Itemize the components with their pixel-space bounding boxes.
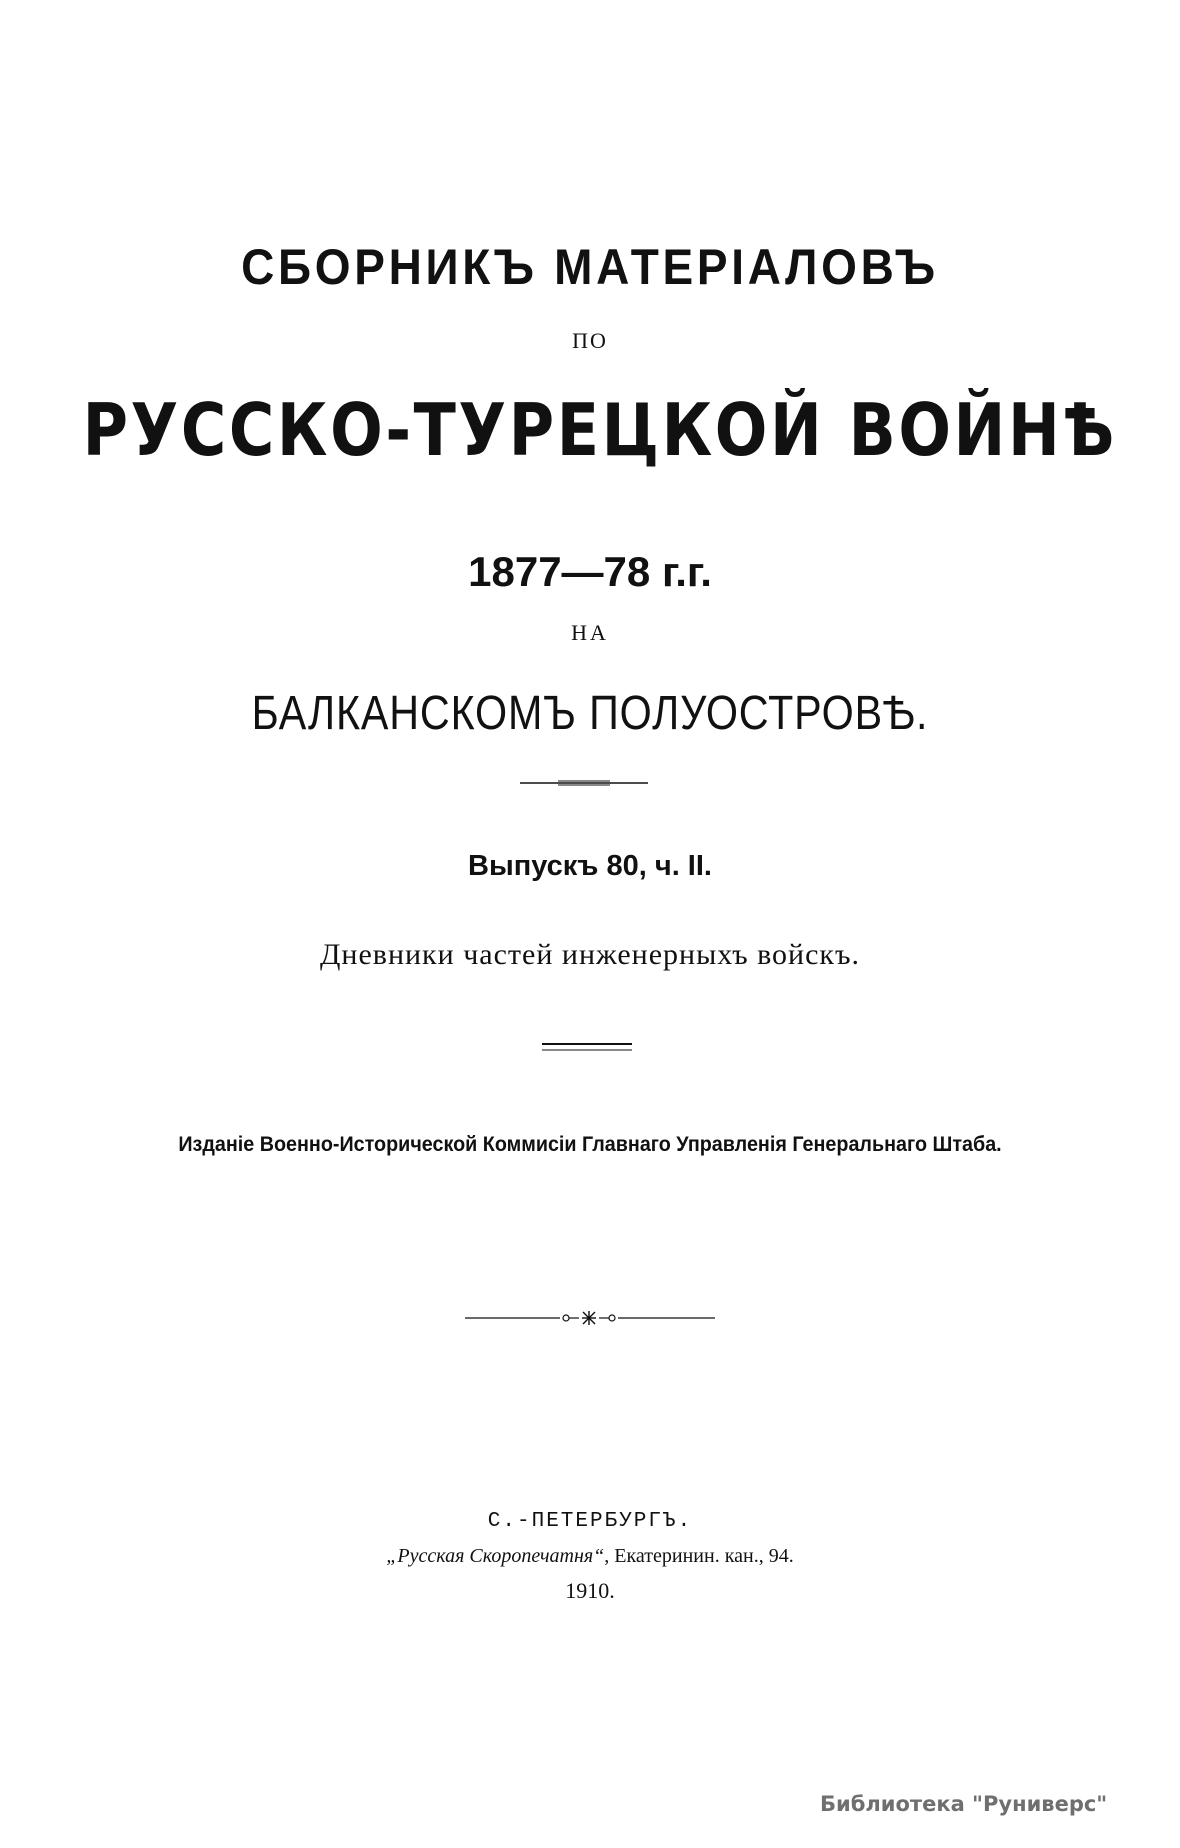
- double-rule-divider: [542, 1041, 632, 1053]
- divider-ornament: [520, 776, 648, 790]
- imprint-city: С.-ПЕТЕРБУРГЪ.: [487, 1510, 693, 1533]
- publisher-line: Изданіе Военно-Исторической Коммисіи Главнаго Управленія Генеральнаго Штаба.: [178, 1133, 1002, 1156]
- imprint-year: 1910.: [565, 1578, 615, 1603]
- title-line-na: НА: [571, 620, 609, 645]
- title-years: 1877—78 г.г.: [468, 548, 712, 595]
- imprint-press: [0, 1545, 1180, 1568]
- title-line-balkan: БАЛКАНСКОМЪ ПОЛУОСТРОВѢ.: [251, 687, 929, 740]
- subtitle: Дневники частей инженерныхъ войскъ.: [319, 938, 861, 971]
- press-address: , Екатеринин. кан., 94.: [604, 1545, 794, 1567]
- issue-number: Выпускъ 80, ч. II.: [468, 850, 712, 882]
- title-line-po: ПО: [572, 328, 608, 353]
- title-line-war: РУССКО-ТУРЕЦКОЙ ВОЙНѢ: [82, 388, 1117, 472]
- title-line-collection: СБОРНИКЪ МАТЕРІАЛОВЪ: [241, 239, 939, 295]
- star-ornament: [465, 1310, 715, 1326]
- library-watermark: Библиотека "Руниверс": [820, 1792, 1108, 1816]
- press-name: „Русская Скоропечатня“: [386, 1545, 605, 1567]
